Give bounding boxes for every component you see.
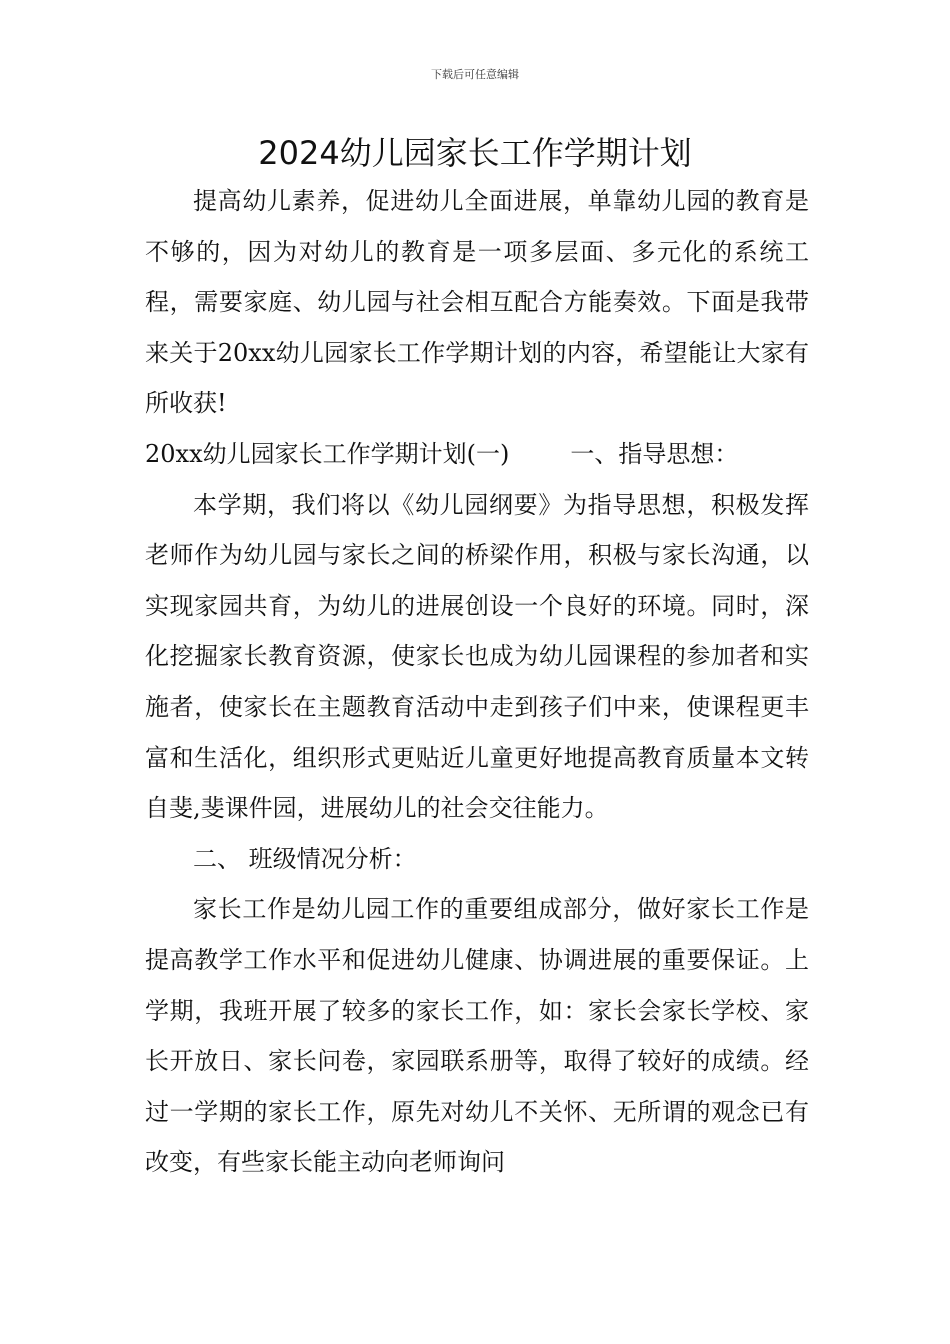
plan-heading: 20xx幼儿园家长工作学期计划(一) 一、指导思想： [145,439,739,468]
document-title: 2024幼儿园家长工作学期计划 [258,134,692,172]
guiding-thought-paragraph: 本学期，我们将以《幼儿园纲要》为指导思想，积极发挥老师作为幼儿园与家长之间的桥梁作用，积极与家长沟通，以实现家园共育，为幼儿的进展创设一个良好的环境。同时，深化挖掘家长教育资源，使家长也成为幼儿园课程的参加者和实施者，使家长在主题教育活动中走到孩子们中来，使课程更丰富和生活化，组织形式更贴近儿童更好地提高教育质量本文转自斐,斐课件园，进展幼儿的社会交往能力。 [145,490,809,823]
header-note: 下载后可任意编辑 [431,68,519,81]
document-body [145,176,809,1188]
class-analysis-paragraph: 家长工作是幼儿园工作的重要组成部分，做好家长工作是提高教学工作水平和促进幼儿健康、协调进展的重要保证。上学期，我班开展了较多的家长工作，如：家长会家长学校、家长开放日、家长问卷，家园联系册等，取得了较好的成绩。经过一学期的家长工作，原先对幼儿不关怀、无所谓的观念已有改变，有些家长能主动向老师询问 [145,895,809,1177]
section-two-heading: 二、 班级情况分析： [193,844,417,873]
intro-paragraph: 提高幼儿素养，促进幼儿全面进展，单靠幼儿园的教育是不够的，因为对幼儿的教育是一项多层面、多元化的系统工程，需要家庭、幼儿园与社会相互配合方能奏效。下面是我带来关于20xx幼儿园家长工作学期计划的内容，希望能让大家有所收获! [145,187,809,418]
